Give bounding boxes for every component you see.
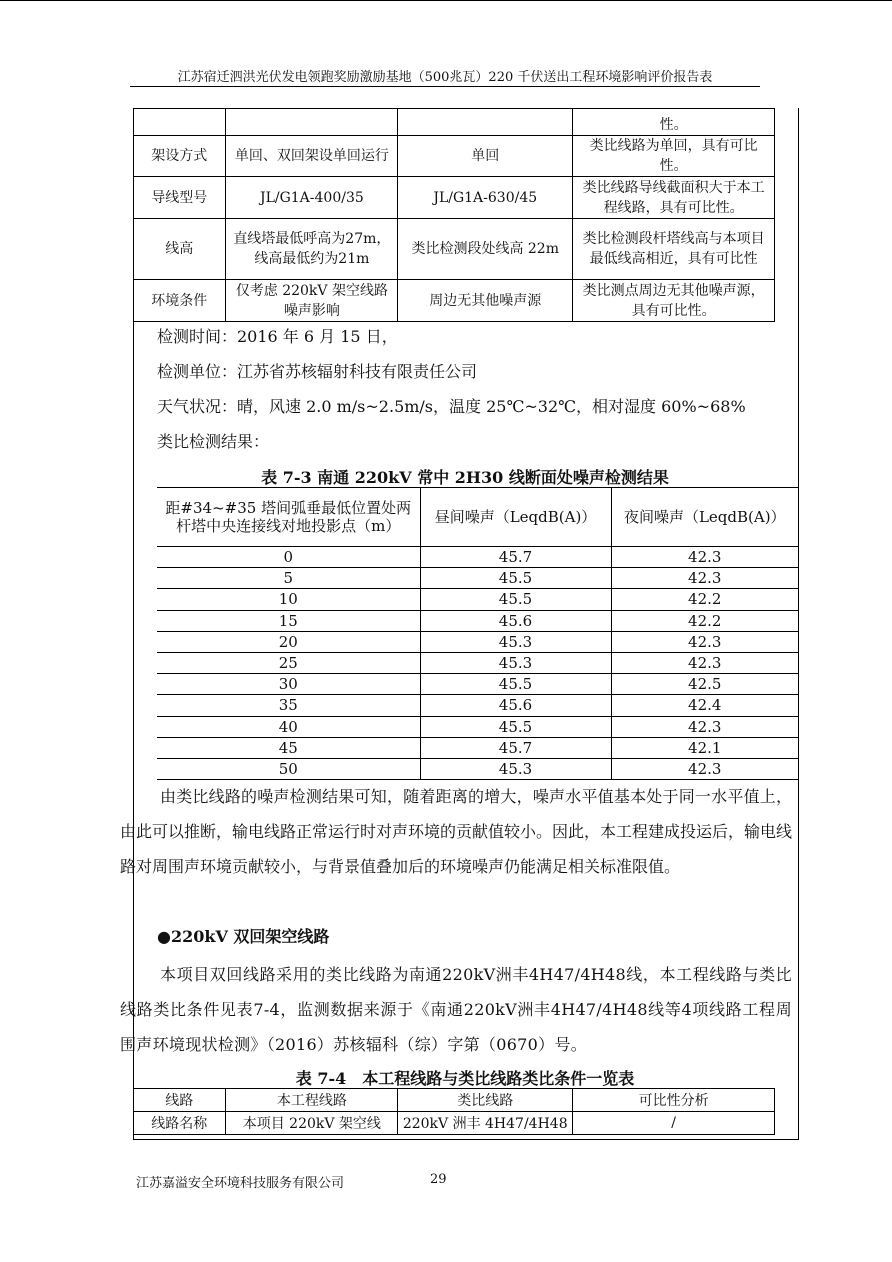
table-row (157, 631, 798, 652)
table-cell: 类比检测段处线高 22m (398, 219, 573, 280)
cell-night: 42.5 (611, 674, 798, 695)
column-header-night: 夜间噪声（LeqdB(A)） (611, 488, 798, 547)
monitoring-weather: 天气状况：晴，风速 2.0 m/s~2.5m/s，温度 25℃~32℃，相对湿度 60%~68% (157, 397, 746, 416)
footer-company: 江苏嘉溢安全环境科技服务有限公司 (136, 1176, 345, 1191)
column-header-day: 昼间噪声（LeqdB(A)） (420, 488, 611, 547)
table-cell: 导线型号 (133, 177, 226, 219)
cell-day: 45.5 (420, 716, 611, 737)
monitoring-unit: 检测单位：江苏省苏核辐射科技有限责任公司 (157, 362, 478, 381)
cell-night: 42.2 (611, 610, 798, 631)
cell-day: 45.5 (420, 589, 611, 610)
table-cell (226, 109, 398, 136)
column-header: 类比线路 (398, 1089, 573, 1112)
table-cell: 220kV 洲丰 4H47/4H48 (398, 1112, 573, 1135)
table-cell: / (573, 1112, 775, 1135)
cell-night: 42.3 (611, 568, 798, 589)
cell-night: 42.2 (611, 589, 798, 610)
table-row (133, 280, 775, 322)
cell-day: 45.6 (420, 610, 611, 631)
table-header-row (157, 488, 798, 547)
cell-night: 42.3 (611, 716, 798, 737)
table-cell: 类比线路导线截面积大于本工程线路，具有可比性。 (573, 177, 775, 219)
cell-day: 45.3 (420, 652, 611, 673)
cell-distance: 30 (157, 674, 420, 695)
table-cell: 架设方式 (133, 136, 226, 177)
cell-night: 42.3 (611, 758, 798, 779)
cell-distance: 40 (157, 716, 420, 737)
cell-distance: 50 (157, 758, 420, 779)
top-border-line (0, 0, 892, 1)
table-cell: 线高 (133, 219, 226, 280)
table-7-3-caption: 表 7-3 南通 220kV 常中 2H30 线断面处噪声检测结果 (261, 468, 669, 487)
cell-distance: 45 (157, 737, 420, 758)
cell-day: 45.7 (420, 547, 611, 568)
table-cell: 直线塔最低呼高为27m，线高最低约为21m (226, 219, 398, 280)
noise-results-table (157, 487, 798, 780)
cell-day: 45.3 (420, 758, 611, 779)
header-rule (130, 86, 760, 87)
cell-night: 42.1 (611, 737, 798, 758)
table-row (133, 219, 775, 280)
cell-night: 42.3 (611, 631, 798, 652)
table-row (157, 737, 798, 758)
monitoring-time: 检测时间：2016 年 6 月 15 日， (157, 327, 398, 346)
cell-day: 45.3 (420, 631, 611, 652)
page-header: 江苏宿迁泗洪光伏发电领跑奖励激励基地（500兆瓦）220 千伏送出工程环境影响评价报告表 (177, 70, 713, 85)
cell-day: 45.5 (420, 674, 611, 695)
table-cell (398, 109, 573, 136)
cell-night: 42.3 (611, 652, 798, 673)
cell-day: 45.7 (420, 737, 611, 758)
cell-day: 45.5 (420, 568, 611, 589)
table-cell: 线路名称 (133, 1112, 226, 1135)
cell-night: 42.3 (611, 547, 798, 568)
table-row (157, 547, 798, 568)
table-row (157, 758, 798, 779)
table-row (157, 589, 798, 610)
double-circuit-paragraph: 本项目双回线路采用的类比线路为南通220kV洲丰4H47/4H48线，本工程线路与类比线路类比条件见表7-4，监测数据来源于《南通220kV洲丰4H47/4H48线等4项线路工程周围声环境现状检测》（2016）苏核辐科（综）字第（0670）号。 (120, 965, 792, 1054)
cell-distance: 35 (157, 695, 420, 716)
cell-day: 45.6 (420, 695, 611, 716)
table-cell: 单回 (398, 136, 573, 177)
column-header: 线路 (133, 1089, 226, 1112)
cell-distance: 5 (157, 568, 420, 589)
cell-distance: 20 (157, 631, 420, 652)
table-row (157, 716, 798, 737)
table-cell: JL/G1A-400/35 (226, 177, 398, 219)
comparison-conditions-table (133, 1088, 775, 1135)
table-header-row (133, 1089, 775, 1112)
table-7-4-caption: 表 7-4 本工程线路与类比线路类比条件一览表 (295, 1069, 635, 1088)
column-header: 本工程线路 (226, 1089, 398, 1112)
table-cell: 环境条件 (133, 280, 226, 322)
table-cell: 性。 (573, 109, 775, 136)
table-row (157, 652, 798, 673)
table-row (157, 674, 798, 695)
table-cell: 类比检测段杆塔线高与本项目最低线高相近，具有可比性 (573, 219, 775, 280)
section-heading-double-circuit: ●220kV 双回架空线路 (157, 927, 330, 946)
page-number: 29 (430, 1172, 447, 1187)
table-cell: 本项目 220kV 架空线 (226, 1112, 398, 1135)
cell-distance: 15 (157, 610, 420, 631)
column-header: 可比性分析 (573, 1089, 775, 1112)
table-row (157, 695, 798, 716)
cell-distance: 10 (157, 589, 420, 610)
results-heading: 类比检测结果： (157, 432, 270, 451)
table-row (133, 177, 775, 219)
table-cell: 类比测点周边无其他噪声源，具有可比性。 (573, 280, 775, 322)
table-row (157, 610, 798, 631)
table-cell: 类比线路为单回，具有可比性。 (573, 136, 775, 177)
table-cell: 仅考虑 220kV 架空线路噪声影响 (226, 280, 398, 322)
table-row (133, 136, 775, 177)
cell-distance: 0 (157, 547, 420, 568)
conclusion-paragraph: 由类比线路的噪声检测结果可知，随着距离的增大，噪声水平值基本处于同一水平值上，由此可以推断，输电线路正常运行时对声环境的贡献值较小。因此，本工程建成投运后，输电线路对周围声环境贡献较小，与背景值叠加后的环境噪声仍能满足相关标准限值。 (120, 787, 793, 876)
table-row (133, 1112, 775, 1135)
cell-distance: 25 (157, 652, 420, 673)
column-header-distance: 距#34~#35 塔间弧垂最低位置处两杆塔中央连接线对地投影点（m） (157, 488, 420, 547)
table-cell: 周边无其他噪声源 (398, 280, 573, 322)
table-row (157, 568, 798, 589)
table-cell: 单回、双回架设单回运行 (226, 136, 398, 177)
table-cell (133, 109, 226, 136)
cell-night: 42.4 (611, 695, 798, 716)
table-cell: JL/G1A-630/45 (398, 177, 573, 219)
table-row (133, 109, 775, 136)
comparison-table-continued (133, 108, 775, 322)
